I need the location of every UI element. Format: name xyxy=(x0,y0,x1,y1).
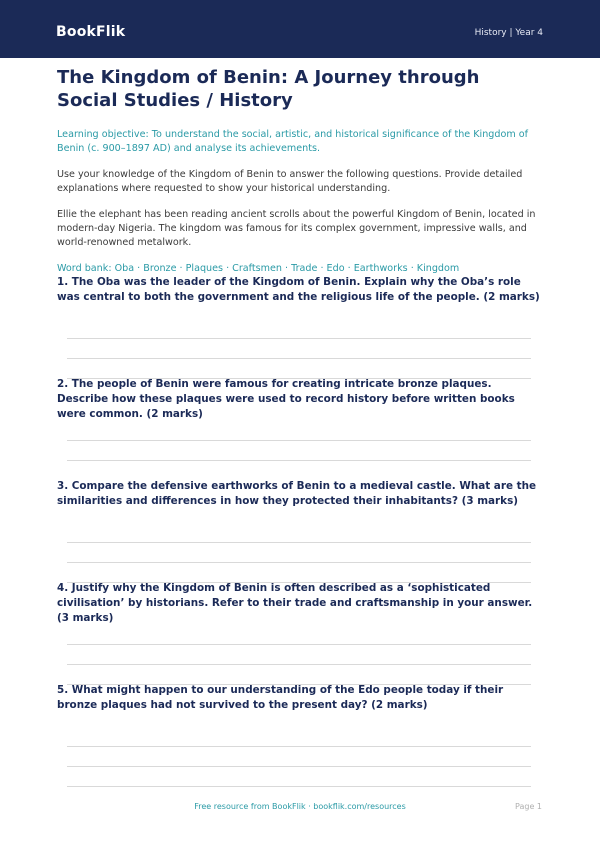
learning-objective: Learning objective: To understand the social, artistic, and historical significance of the Kingdom of Benin (c. 900–1897 AD) and analyse its achievements. xyxy=(57,129,528,154)
question-text: 1. The Oba was the leader of the Kingdom of Benin. Explain why the Oba’s role was central to both the government and the religious life of the people. (2 marks) xyxy=(57,276,540,303)
question-text: 4. Justify why the Kingdom of Benin is often described as a ‘sophisticated civilisation’ by historians. Refer to their trade and craftsmanship in your answer. (3 marks) xyxy=(57,582,533,624)
brand-logo-text: BookFlik xyxy=(56,24,126,40)
question-text: 3. Compare the defensive earthworks of Benin to a medieval castle. What are the similarities and differences in how they protected their inhabitants? (3 marks) xyxy=(57,480,537,507)
answer-line[interactable] xyxy=(67,358,531,359)
instructions-text: Use your knowledge of the Kingdom of Benin to answer the following questions. Provide detailed explanations where requested to show your historical understanding. xyxy=(57,169,523,194)
answer-line[interactable] xyxy=(67,460,531,461)
answer-line[interactable] xyxy=(67,562,531,563)
page-title: The Kingdom of Benin: A Journey through Social Studies / History xyxy=(57,67,480,111)
answer-line[interactable] xyxy=(67,664,531,665)
answer-line[interactable] xyxy=(67,542,531,543)
subject-year-tag: History | Year 4 xyxy=(474,28,543,38)
question-block-1 xyxy=(57,275,544,305)
question-block-4 xyxy=(57,581,544,626)
intro-text: Ellie the elephant has been reading ancient scrolls about the powerful Kingdom of Benin, located in modern-day Nigeria. The kingdom was famous for its complex government, impressive walls, and world-renowned metalwork. xyxy=(57,209,536,248)
answer-line[interactable] xyxy=(67,338,531,339)
question-text: 2. The people of Benin were famous for creating intricate bronze plaques. Describe how these plaques were used to record history before written books were common. (2 marks) xyxy=(57,378,515,420)
answer-line[interactable] xyxy=(67,766,531,767)
question-block-3 xyxy=(57,479,544,509)
answer-line[interactable] xyxy=(67,786,531,787)
question-text: 5. What might happen to our understanding of the Edo people today if their bronze plaques had not survived to the present day? (2 marks) xyxy=(57,684,504,711)
question-block-5 xyxy=(57,683,544,713)
intro-section xyxy=(57,66,544,276)
footer-text: Free resource from BookFlik · bookflik.com/resources xyxy=(194,802,406,811)
answer-line[interactable] xyxy=(67,440,531,441)
answer-line[interactable] xyxy=(67,644,531,645)
word-bank: Word bank: Oba · Bronze · Plaques · Craftsmen · Trade · Edo · Earthworks · Kingdom xyxy=(57,263,460,274)
question-block-2 xyxy=(57,377,544,422)
header-bar xyxy=(0,0,600,58)
answer-line[interactable] xyxy=(67,746,531,747)
page-number: Page 1 xyxy=(515,802,542,811)
